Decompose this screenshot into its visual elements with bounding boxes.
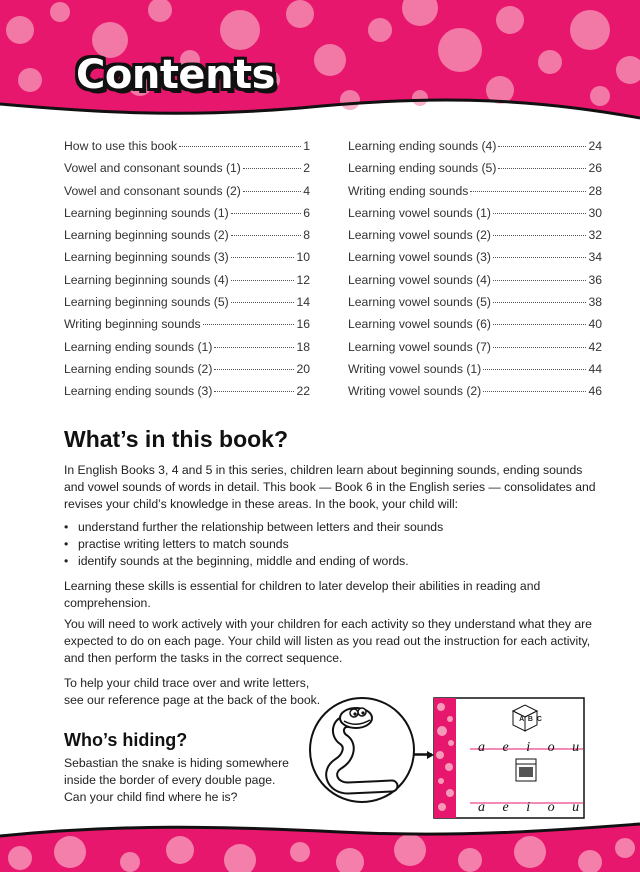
bullet-item: • identify sounds at the beginning, middle and ending of words.: [64, 553, 443, 570]
toc-page-number: 44: [588, 361, 602, 376]
toc-entry-label: Writing ending sounds: [348, 183, 469, 198]
toc-dot-leader: [231, 257, 295, 258]
vowels-top: a e i o u: [478, 740, 587, 755]
hiding-line: Can your child find where he is?: [64, 790, 238, 804]
toc-entry: [348, 184, 602, 206]
toc-entry: [64, 228, 310, 250]
toc-entry-label: Learning vowel sounds (4): [348, 272, 491, 287]
toc-page-number: 28: [588, 183, 602, 198]
toc-page-number: 42: [588, 339, 602, 354]
toc-right-column: [348, 139, 602, 407]
toc-entry: [348, 250, 602, 272]
toc-entry: [64, 206, 310, 228]
toc-entry-label: Learning beginning sounds (3): [64, 250, 229, 265]
toc-entry: [64, 161, 310, 183]
hiding-line: inside the border of every double page.: [64, 773, 276, 787]
arrow-icon: [414, 749, 434, 761]
toc-entry: [348, 384, 602, 406]
toc-page-number: 30: [588, 205, 602, 220]
toc-entry-label: Writing vowel sounds (2): [348, 384, 482, 399]
toc-dot-leader: [231, 280, 295, 281]
toc-dot-leader: [493, 213, 586, 214]
toc-dot-leader: [493, 235, 586, 236]
bullet-item: • practise writing letters to match sounds: [64, 536, 443, 553]
toc-page-number: 8: [303, 228, 310, 243]
toc-dot-leader: [179, 146, 301, 147]
toc-page-number: 18: [296, 339, 310, 354]
toc-entry: [348, 161, 602, 183]
bullet-item: • understand further the relationship between letters and their sounds: [64, 519, 443, 536]
hiding-line: Sebastian the snake is hiding somewhere: [64, 756, 289, 770]
toc-page-number: 20: [296, 361, 310, 376]
toc-entry-label: Learning vowel sounds (3): [348, 250, 491, 265]
toc-page-number: 32: [588, 228, 602, 243]
toc-entry-label: Learning ending sounds (3): [64, 384, 213, 399]
toc-entry-label: Learning vowel sounds (6): [348, 317, 491, 332]
vowels-bottom: a e i o u: [478, 800, 587, 815]
toc-entry: [64, 317, 310, 339]
toc-page-number: 38: [588, 295, 602, 310]
toc-dot-leader: [214, 369, 294, 370]
reference-line: see our reference page at the back of the book.: [64, 693, 321, 707]
toc-dot-leader: [498, 168, 586, 169]
toc-dot-leader: [243, 191, 301, 192]
toc-entry: [348, 295, 602, 317]
toc-entry-label: Learning vowel sounds (1): [348, 205, 491, 220]
abc-block-label: A B C: [519, 716, 543, 723]
stove-icon: [516, 759, 536, 781]
toc-dot-leader: [231, 213, 302, 214]
toc-page-number: 36: [588, 272, 602, 287]
toc-dot-leader: [493, 280, 586, 281]
toc-dot-leader: [483, 391, 586, 392]
toc-entry-label: Learning beginning sounds (1): [64, 205, 229, 220]
toc-entry: [64, 250, 310, 272]
reference-paragraph: [64, 675, 344, 709]
toc-entry: [64, 340, 310, 362]
activity-paragraph: You will need to work actively with your children for each activity so they understand what they are expected to do on each page. Your child will listen as you read out the instruction for each activity, and then perform the tasks in the correct sequence.: [64, 617, 592, 665]
toc-page-number: 6: [303, 205, 310, 220]
toc-dot-leader: [214, 347, 294, 348]
skills-paragraph: Learning these skills is essential for children to later develop their abilities in reading and comprehension.: [64, 579, 541, 610]
toc-page-number: 4: [303, 183, 310, 198]
toc-dot-leader: [493, 347, 586, 348]
toc-dot-leader: [493, 302, 586, 303]
toc-entry-label: Learning beginning sounds (5): [64, 295, 229, 310]
toc-entry-label: Vowel and consonant sounds (2): [64, 183, 241, 198]
contents-header-band: [0, 0, 640, 130]
toc-entry: [64, 362, 310, 384]
toc-page-number: 12: [296, 272, 310, 287]
toc-entry-label: Learning beginning sounds (4): [64, 272, 229, 287]
toc-dot-leader: [231, 302, 295, 303]
toc-entry: [348, 273, 602, 295]
toc-entry-label: Learning ending sounds (5): [348, 161, 497, 176]
toc-entry: [64, 384, 310, 406]
toc-dot-leader: [231, 235, 302, 236]
toc-entry: [64, 295, 310, 317]
toc-dot-leader: [483, 369, 586, 370]
skills-bullet-list: [64, 519, 443, 570]
toc-entry-label: Learning vowel sounds (2): [348, 228, 491, 243]
toc-entry-label: Learning vowel sounds (7): [348, 339, 491, 354]
toc-entry-label: Learning ending sounds (4): [348, 139, 497, 153]
toc-dot-leader: [493, 257, 586, 258]
toc-entry-label: How to use this book: [64, 139, 178, 153]
toc-dot-leader: [203, 324, 295, 325]
toc-entry-label: Vowel and consonant sounds (1): [64, 161, 241, 176]
toc-page-number: 2: [303, 161, 310, 176]
toc-dot-leader: [243, 168, 301, 169]
toc-page-number: 10: [296, 250, 310, 265]
toc-page-number: 26: [588, 161, 602, 176]
whos-hiding-text: [64, 755, 304, 806]
toc-dot-leader: [498, 146, 586, 147]
toc-page-number: 40: [588, 317, 602, 332]
toc-dot-leader: [493, 324, 586, 325]
toc-left-column: [64, 139, 310, 407]
toc-page-number: 14: [296, 295, 310, 310]
toc-entry: [348, 139, 602, 161]
toc-entry-label: Learning vowel sounds (5): [348, 295, 491, 310]
whats-in-heading: What’s in this book?: [64, 426, 289, 452]
toc-dot-leader: [214, 391, 294, 392]
toc-page-number: 22: [296, 384, 310, 399]
contents-title: Contents: [76, 52, 275, 98]
toc-entry: [64, 139, 310, 161]
footer-bubble-band: [0, 822, 640, 872]
toc-entry: [348, 228, 602, 250]
toc-entry-label: Learning ending sounds (2): [64, 361, 213, 376]
toc-entry: [348, 340, 602, 362]
toc-entry-label: Writing vowel sounds (1): [348, 361, 482, 376]
toc-entry: [348, 362, 602, 384]
toc-entry: [64, 184, 310, 206]
toc-entry-label: Writing beginning sounds: [64, 317, 201, 332]
toc-entry: [348, 206, 602, 228]
toc-entry: [348, 317, 602, 339]
toc-entry-label: Learning beginning sounds (2): [64, 228, 229, 243]
toc-page-number: 34: [588, 250, 602, 265]
toc-page-number: 1: [303, 139, 310, 153]
reference-line: To help your child trace over and write letters,: [64, 676, 310, 690]
toc-dot-leader: [470, 191, 586, 192]
toc-page-number: 16: [296, 317, 310, 332]
whats-in-intro: In English Books 3, 4 and 5 in this series, children learn about beginning sounds, ending sounds and vowel sounds of words in detail. This book — Book 6 in the English series — consolidates and revises your child’s knowledge in these areas. In the book, your child will:: [64, 463, 596, 511]
toc-entry: [64, 273, 310, 295]
toc-page-number: 46: [588, 384, 602, 399]
whos-hiding-heading: Who’s hiding?: [64, 730, 188, 750]
toc-entry-label: Learning ending sounds (1): [64, 339, 213, 354]
toc-page-number: 24: [588, 139, 602, 153]
